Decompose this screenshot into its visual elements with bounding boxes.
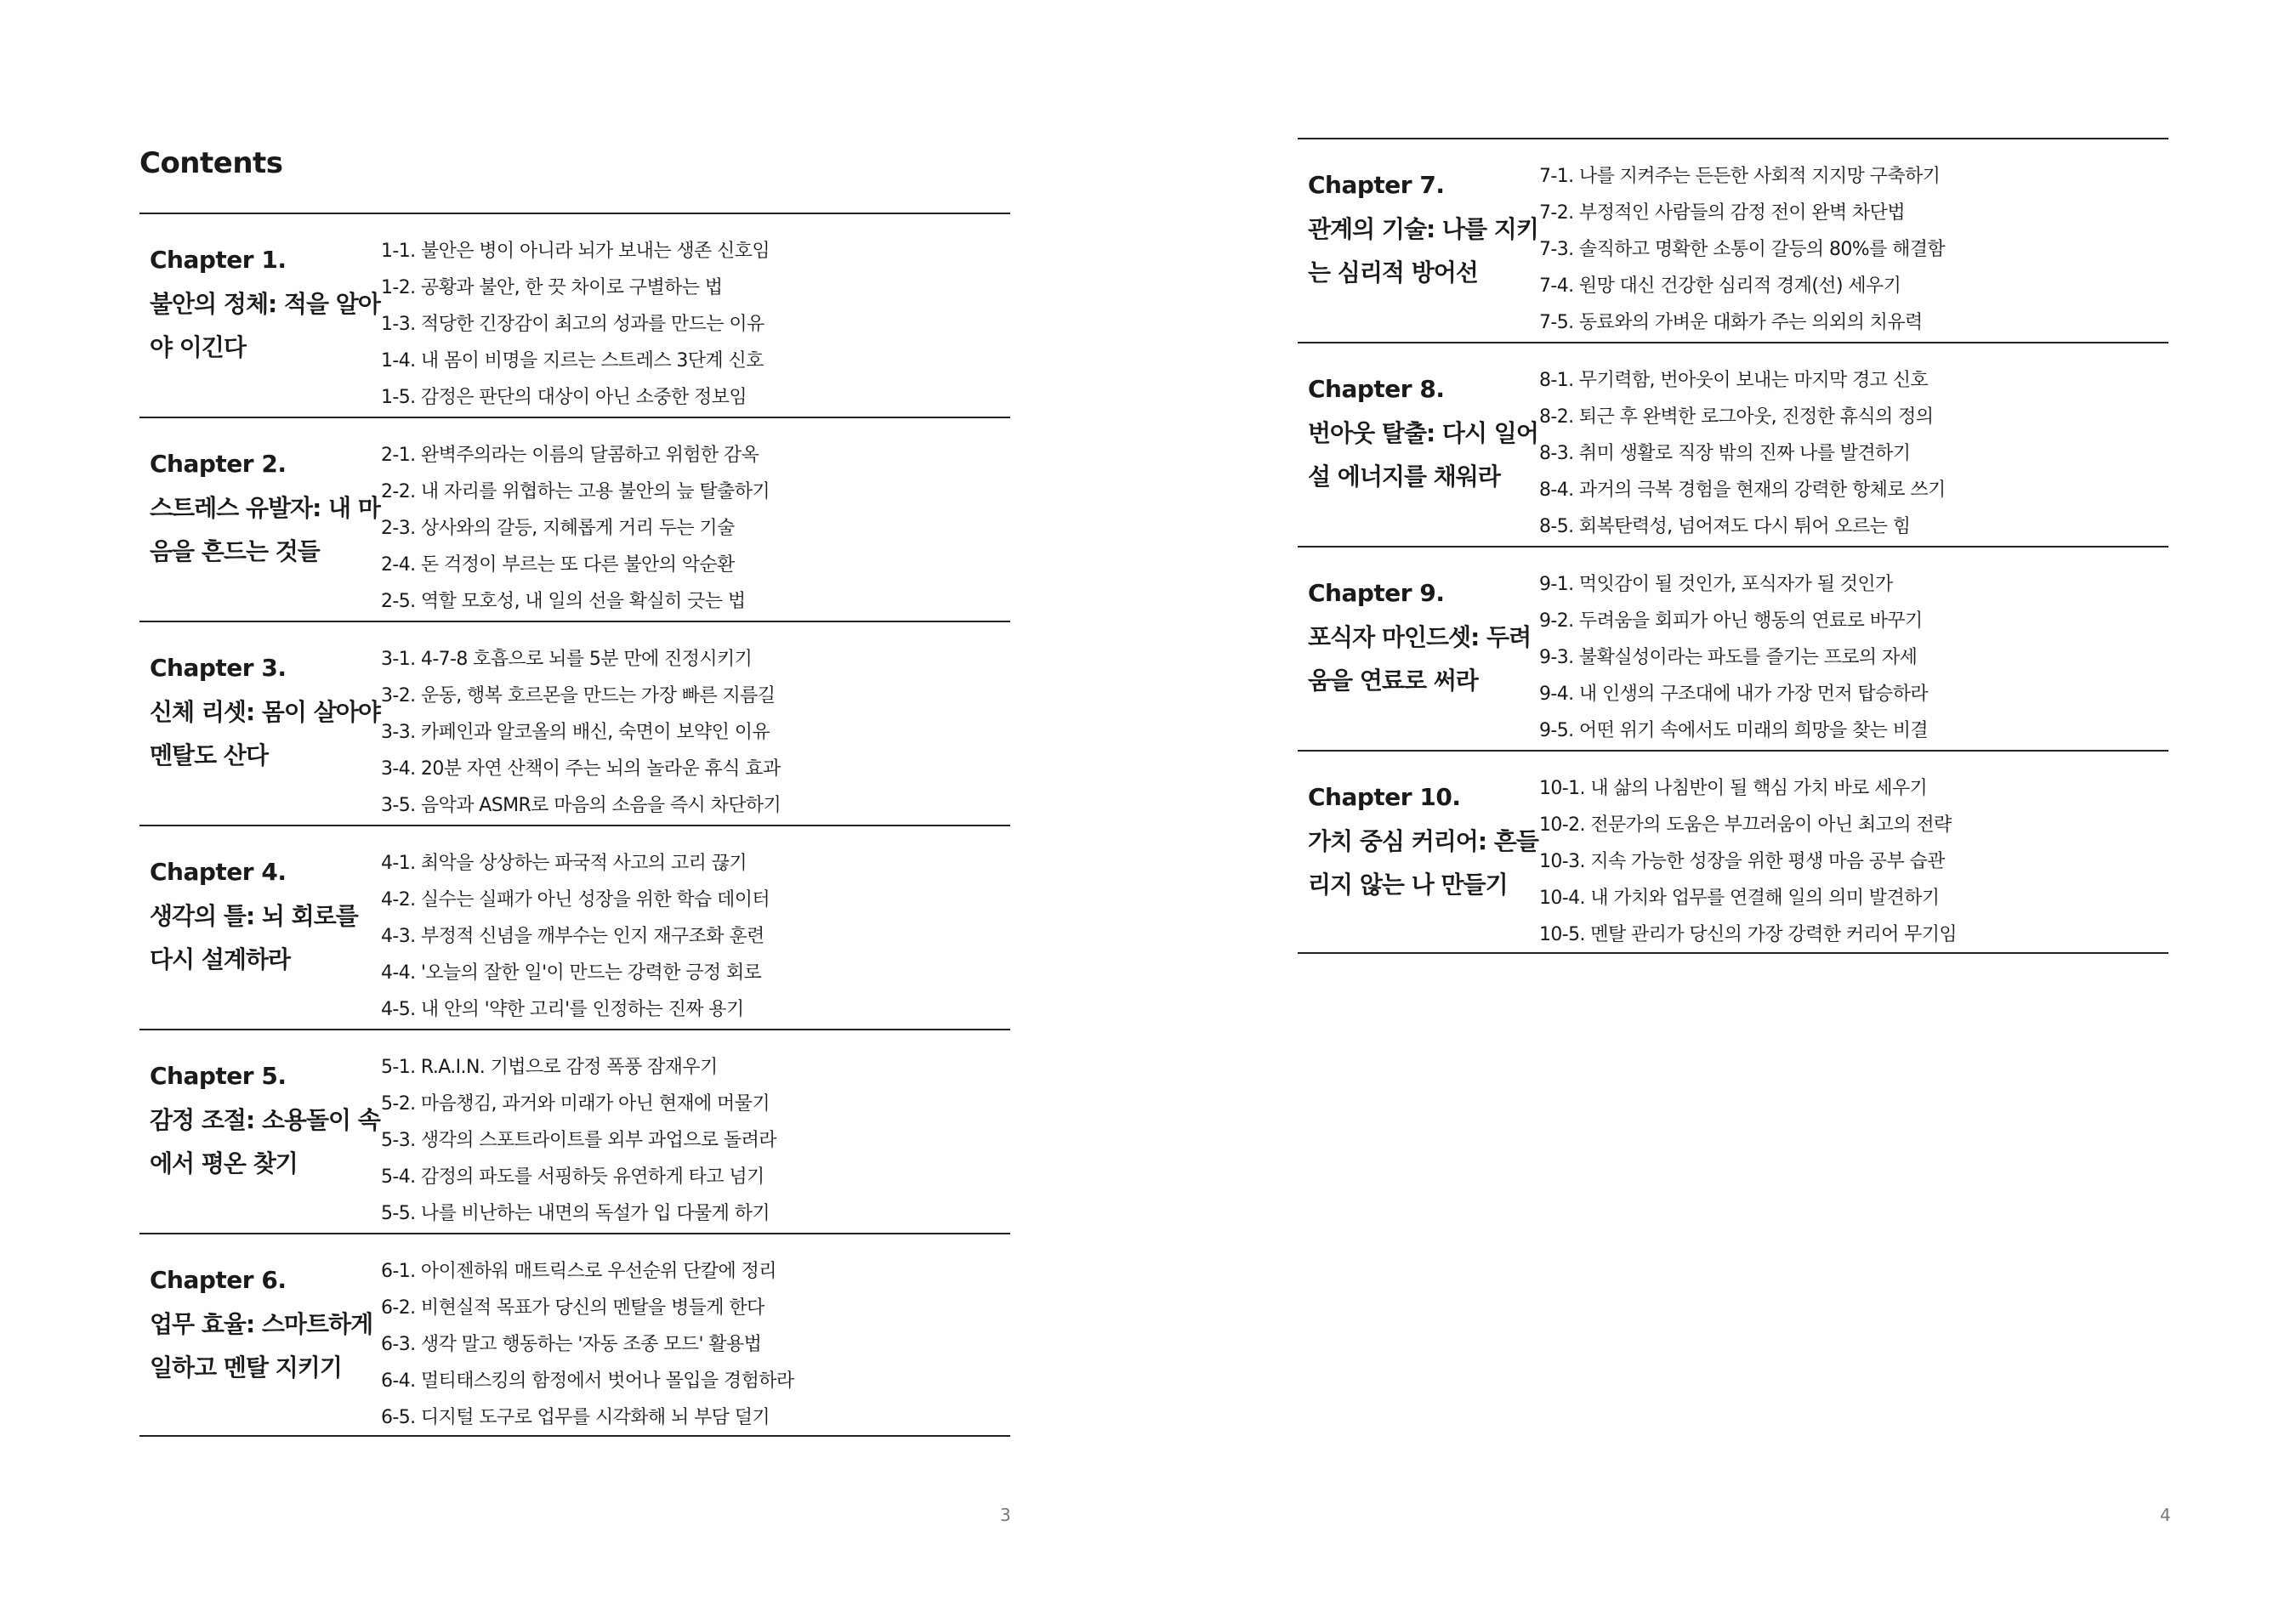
section-item: 4-1. 최악을 상상하는 파국적 사고의 고리 끊기 [381,853,747,874]
section-item: 8-4. 과거의 극복 경험을 현재의 강력한 항체로 쓰기 [1539,479,1946,501]
section-item: 5-4. 감정의 파도를 서핑하듯 유연하게 타고 넘기 [381,1166,764,1188]
section-item: 4-2. 실수는 실패가 아닌 성장을 위한 학습 데이터 [381,889,770,911]
chapter-block [139,1029,1010,1233]
chapter-heading [139,418,381,621]
section-list [1539,752,2168,952]
chapter-block [139,1233,1010,1437]
chapter-heading [1298,752,1539,952]
toc-right [1298,138,2168,954]
chapter-heading [139,622,381,825]
chapter-number: Chapter 7. [1308,171,1445,199]
section-item: 6-5. 디지털 도구로 업무를 시각화해 뇌 부담 덜기 [381,1407,770,1428]
section-item: 7-5. 동료와의 가벼운 대화가 주는 의외의 치유력 [1539,312,1923,333]
section-item: 10-3. 지속 가능한 성장을 위한 평생 마음 공부 습관 [1539,851,1945,872]
section-item: 2-2. 내 자리를 위협하는 고용 불안의 늪 탈출하기 [381,481,770,502]
section-item: 9-3. 불확실성이라는 파도를 즐기는 프로의 자세 [1539,647,1918,668]
chapter-number: Chapter 3. [150,654,287,682]
section-item: 7-1. 나를 지켜주는 든든한 사회적 지지망 구축하기 [1539,166,1941,187]
chapter-block [1298,138,2168,342]
section-item: 3-1. 4-7-8 호흡으로 뇌를 5분 만에 진정시키기 [381,649,753,670]
section-item: 5-3. 생각의 스포트라이트를 외부 과업으로 돌려라 [381,1130,776,1151]
section-list [381,622,1010,825]
section-item: 3-5. 음악과 ASMR로 마음의 소음을 즉시 차단하기 [381,795,781,816]
chapter-title: 감정 조절: 소용돌이 속에서 평온 찾기 [150,1106,380,1177]
section-item: 5-5. 나를 비난하는 내면의 독설가 입 다물게 하기 [381,1203,770,1224]
section-list [1539,343,2168,546]
section-item: 5-1. R.A.I.N. 기법으로 감정 폭풍 잠재우기 [381,1057,718,1078]
chapter-heading [139,826,381,1029]
section-item: 2-5. 역할 모호성, 내 일의 선을 확실히 긋는 법 [381,591,746,612]
chapter-title: 불안의 정체: 적을 알아야 이긴다 [150,290,380,361]
section-item: 3-2. 운동, 행복 호르몬을 만드는 가장 빠른 지름길 [381,685,776,706]
chapter-number: Chapter 8. [1308,375,1445,403]
section-item: 10-4. 내 가치와 업무를 연결해 일의 의미 발견하기 [1539,888,1940,909]
chapter-number: Chapter 1. [150,246,287,274]
right-page [1148,0,2296,1617]
page-number-right: 4 [2160,1505,2171,1525]
section-item: 4-4. '오늘의 잘한 일'이 만드는 강력한 긍정 회로 [381,962,762,984]
section-item: 9-1. 먹잇감이 될 것인가, 포식자가 될 것인가 [1539,574,1893,595]
chapter-number: Chapter 10. [1308,783,1461,811]
chapter-heading [139,1030,381,1233]
section-item: 4-5. 내 안의 '약한 고리'를 인정하는 진짜 용기 [381,999,744,1020]
chapter-heading [1298,139,1539,342]
section-item: 8-3. 취미 생활로 직장 밖의 진짜 나를 발견하기 [1539,443,1911,464]
chapter-heading [1298,343,1539,546]
section-item: 6-3. 생각 말고 행동하는 '자동 조종 모드' 활용법 [381,1334,762,1355]
page-number-left: 3 [1000,1505,1011,1525]
section-item: 1-4. 내 몸이 비명을 지르는 스트레스 3단계 신호 [381,350,764,372]
section-item: 2-4. 돈 걱정이 부르는 또 다른 불안의 악순환 [381,554,735,576]
section-item: 10-2. 전문가의 도움은 부끄러움이 아닌 최고의 전략 [1539,814,1952,836]
chapter-block [139,417,1010,621]
chapter-block [139,825,1010,1029]
chapter-block [139,621,1010,825]
chapter-title: 관계의 기술: 나를 지키는 심리적 방어선 [1308,215,1538,287]
section-item: 6-1. 아이젠하워 매트릭스로 우선순위 단칼에 정리 [381,1261,776,1282]
chapter-title: 생각의 틀: 뇌 회로를 다시 설계하라 [150,902,358,973]
chapter-block [139,213,1010,417]
section-list [1539,548,2168,750]
chapter-title: 번아웃 탈출: 다시 일어설 에너지를 채워라 [1308,419,1538,491]
toc-left [139,213,1010,1437]
chapter-title: 업무 효율: 스마트하게 일하고 멘탈 지키기 [150,1310,373,1382]
section-item: 10-1. 내 삶의 나침반이 될 핵심 가치 바로 세우기 [1539,778,1928,799]
section-item: 7-2. 부정적인 사람들의 감정 전이 완벽 차단법 [1539,202,1905,224]
section-item: 1-1. 불안은 병이 아니라 뇌가 보내는 생존 신호임 [381,241,770,262]
section-item: 3-3. 카페인과 알코올의 배신, 숙면이 보약인 이유 [381,722,770,743]
section-item: 8-2. 퇴근 후 완벽한 로그아웃, 진정한 휴식의 정의 [1539,406,1934,428]
section-item: 4-3. 부정적 신념을 깨부수는 인지 재구조화 훈련 [381,926,764,947]
chapter-number: Chapter 6. [150,1266,287,1294]
section-item: 9-2. 두려움을 회피가 아닌 행동의 연료로 바꾸기 [1539,610,1923,632]
section-item: 10-5. 멘탈 관리가 당신의 가장 강력한 커리어 무기임 [1539,924,1958,945]
section-item: 2-1. 완벽주의라는 이름의 달콤하고 위험한 감옥 [381,445,759,466]
section-item: 8-1. 무기력함, 번아웃이 보내는 마지막 경고 신호 [1539,370,1929,391]
chapter-heading [1298,548,1539,750]
section-item: 6-4. 멀티태스킹의 함정에서 벗어나 몰입을 경험하라 [381,1370,794,1392]
chapter-number: Chapter 9. [1308,579,1445,607]
chapter-number: Chapter 4. [150,858,287,886]
section-item: 1-5. 감정은 판단의 대상이 아닌 소중한 정보임 [381,387,747,408]
section-item: 9-4. 내 인생의 구조대에 내가 가장 먼저 탑승하라 [1539,684,1929,705]
section-item: 5-2. 마음챙김, 과거와 미래가 아닌 현재에 머물기 [381,1093,770,1115]
chapter-block [1298,750,2168,954]
section-item: 1-3. 적당한 긴장감이 최고의 성과를 만드는 이유 [381,314,764,335]
chapter-heading [139,1234,381,1435]
section-item: 8-5. 회복탄력성, 넘어져도 다시 튀어 오르는 힘 [1539,516,1911,537]
section-item: 1-2. 공황과 불안, 한 끗 차이로 구별하는 법 [381,277,723,298]
chapter-heading [139,214,381,417]
chapter-title: 신체 리셋: 몸이 살아야 멘탈도 산다 [150,698,380,769]
section-list [1539,139,2168,342]
section-item: 3-4. 20분 자연 산책이 주는 뇌의 놀라운 휴식 효과 [381,758,781,780]
chapter-title: 포식자 마인드셋: 두려움을 연료로 써라 [1308,623,1532,695]
section-item: 7-3. 솔직하고 명확한 소통이 갈등의 80%를 해결함 [1539,239,1946,260]
section-item: 7-4. 원망 대신 건강한 심리적 경계(선) 세우기 [1539,275,1901,297]
section-list [381,1234,1010,1435]
section-list [381,214,1010,417]
chapter-number: Chapter 2. [150,450,287,478]
section-item: 2-3. 상사와의 갈등, 지혜롭게 거리 두는 기술 [381,518,735,539]
section-item: 9-5. 어떤 위기 속에서도 미래의 희망을 찾는 비결 [1539,720,1929,741]
chapter-title: 가치 중심 커리어: 흔들리지 않는 나 만들기 [1308,827,1538,899]
chapter-number: Chapter 5. [150,1062,287,1090]
chapter-title: 스트레스 유발자: 내 마음을 흔드는 것들 [150,494,380,565]
section-item: 6-2. 비현실적 목표가 당신의 멘탈을 병들게 한다 [381,1297,764,1319]
section-list [381,418,1010,621]
chapter-block [1298,546,2168,750]
section-list [381,826,1010,1029]
contents-heading: Contents [139,146,283,180]
chapter-block [1298,342,2168,546]
section-list [381,1030,1010,1233]
